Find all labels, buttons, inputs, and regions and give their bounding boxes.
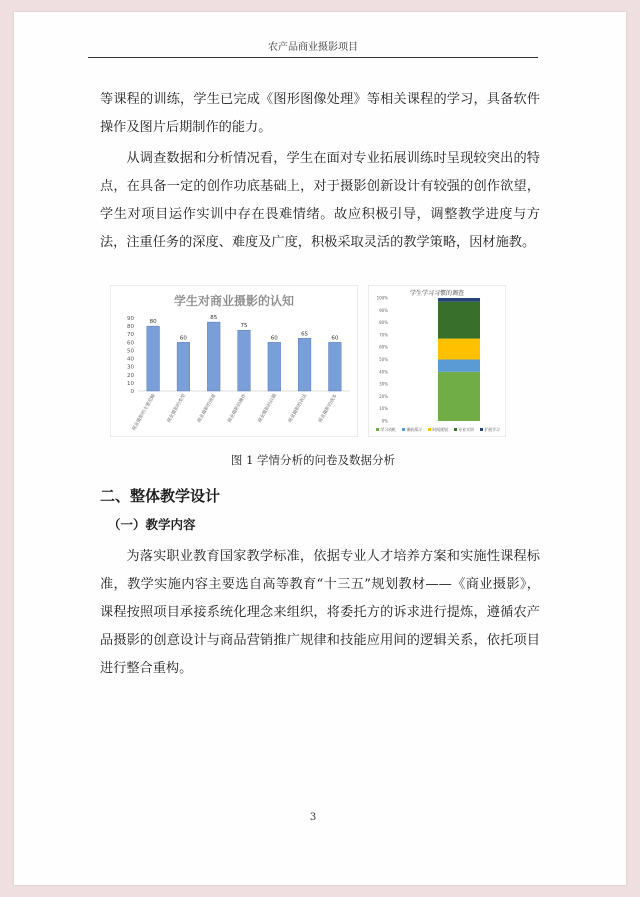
data-label: 60 bbox=[331, 335, 339, 342]
data-label: 65 bbox=[301, 331, 309, 338]
figure-caption: 图 1 学情分析的问卷及数据分析 bbox=[230, 453, 396, 467]
x-tick-label: 商业摄影的表达 bbox=[287, 393, 309, 424]
legend-label: 时间规划 bbox=[432, 427, 448, 432]
legend-label: 扩展学习 bbox=[484, 427, 500, 432]
running-header: 农产品商业摄影项目 bbox=[88, 38, 538, 58]
y-tick-label: 50% bbox=[379, 357, 388, 362]
legend-swatch bbox=[454, 428, 457, 431]
legend-swatch bbox=[480, 428, 483, 431]
legend-label: 学习动机 bbox=[380, 427, 396, 432]
bar bbox=[207, 322, 220, 391]
y-tick-label: 0% bbox=[381, 418, 388, 424]
x-tick-label: 商业摄影的类型 bbox=[166, 393, 188, 424]
y-tick-label: 90% bbox=[379, 307, 388, 313]
bar bbox=[147, 326, 160, 391]
y-tick-label: 20 bbox=[127, 372, 134, 379]
data-label: 80 bbox=[149, 319, 157, 326]
stack-segment bbox=[438, 339, 480, 360]
stack-segment bbox=[438, 372, 480, 421]
x-tick-label: 商业摄影的后期 bbox=[257, 393, 279, 424]
y-tick-label: 20% bbox=[379, 393, 388, 399]
x-tick-label: 商业摄影的主要范畴 bbox=[131, 393, 157, 432]
legend-label: 专业实训 bbox=[458, 427, 474, 432]
paragraph-3: 为落实职业教育国家教学标准，依据专业人才培养方案和实施性课程标准，教学实施内容主要选自高等教育“十三五”规划教材——《商业摄影》，课程按照项目承接系统化理念来组织，将委托方的诉求进行提炼，遵循农产品摄影的创意设计与商品营销推广规律和技能应用间的逻辑关系，依托项目进行整合重构。 bbox=[100, 549, 540, 676]
paragraph-1: 等课程的训练，学生已完成《图形图像处理》等相关课程的学习，具备软件操作及图片后期制作的能力。 bbox=[100, 92, 540, 135]
y-tick-label: 50 bbox=[127, 348, 134, 355]
y-tick-label: 40 bbox=[127, 356, 134, 363]
y-tick-label: 80 bbox=[127, 324, 134, 331]
legend-swatch bbox=[428, 428, 431, 431]
document-page bbox=[14, 12, 626, 885]
bar bbox=[328, 342, 341, 391]
x-tick-label: 商业摄影的创意 bbox=[197, 393, 218, 424]
y-tick-label: 70 bbox=[127, 332, 134, 339]
chart-stacked-habits bbox=[368, 285, 506, 441]
chart-title: 学生学习习惯的调查 bbox=[409, 290, 465, 297]
paragraph-2: 从调查数据和分析情况看，学生在面对专业拓展训练时呈现较突出的特点，在具备一定的创作功底基础上，对于摄影创新设计有较强的创作欲望，学生对项目运作实训中存在畏难情绪。故应积极引导，调整教学进度与方法，注重任务的深度、难度及广度，积极采取灵活的教学策略，因材施教。 bbox=[100, 151, 540, 250]
chart-bar-cognition bbox=[110, 285, 358, 441]
bar bbox=[238, 330, 251, 391]
y-tick-label: 10 bbox=[127, 380, 134, 387]
y-tick-label: 80% bbox=[379, 320, 388, 326]
y-tick-label: 60% bbox=[379, 344, 388, 350]
page-number: 3 bbox=[309, 812, 317, 823]
legend-swatch bbox=[376, 428, 379, 431]
y-tick-label: 60 bbox=[127, 340, 134, 347]
legend-label: 课前预习 bbox=[406, 427, 422, 432]
data-label: 60 bbox=[270, 335, 278, 342]
data-label: 85 bbox=[210, 315, 218, 322]
data-label: 75 bbox=[240, 323, 248, 330]
y-tick-label: 0 bbox=[130, 389, 134, 395]
x-tick-label: 商业摄影的成本 bbox=[318, 393, 339, 424]
bar bbox=[177, 342, 190, 391]
section-heading: 二、整体教学设计 bbox=[100, 487, 221, 505]
data-label: 60 bbox=[179, 335, 187, 342]
y-tick-label: 30% bbox=[379, 381, 388, 387]
x-tick-label: 商业摄影的操作 bbox=[227, 393, 248, 424]
stack-segment bbox=[438, 360, 480, 372]
legend-swatch bbox=[402, 428, 405, 431]
y-tick-label: 30 bbox=[127, 364, 134, 371]
y-tick-label: 10% bbox=[379, 406, 388, 412]
stack-segment bbox=[438, 302, 480, 339]
subsection-heading: （一）教学内容 bbox=[108, 517, 196, 532]
bar bbox=[268, 342, 281, 391]
stack-segment bbox=[438, 298, 480, 302]
y-tick-label: 90 bbox=[127, 316, 134, 322]
y-tick-label: 100% bbox=[376, 295, 388, 301]
bar bbox=[298, 338, 311, 391]
y-tick-label: 70% bbox=[379, 332, 388, 338]
chart-title: 学生对商业摄影的认知 bbox=[173, 294, 295, 308]
y-tick-label: 40% bbox=[379, 369, 388, 375]
